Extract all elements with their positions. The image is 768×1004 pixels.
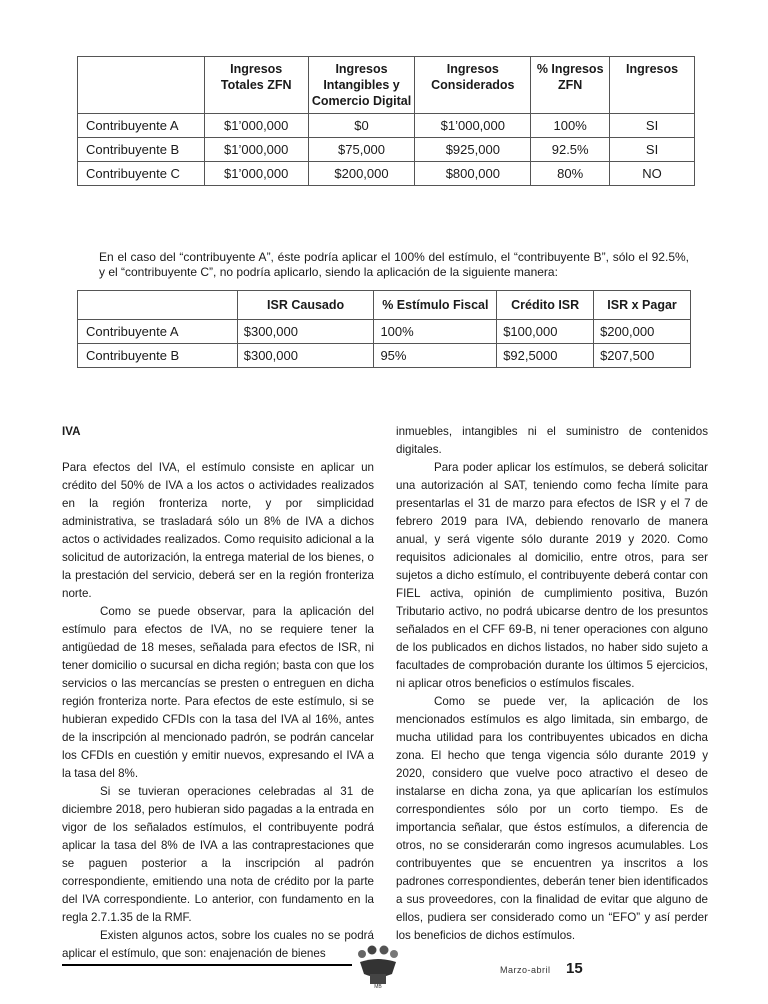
table-header-cell — [78, 291, 238, 320]
table-cell: SI — [610, 138, 695, 162]
table-cell: $1’000,000 — [204, 138, 308, 162]
body-paragraph: Existen algunos actos, sobre los cuales no se podrá aplicar el estímulo, que son: enajenación de bienes — [62, 929, 374, 960]
table-header-cell: ISR Causado — [237, 291, 374, 320]
table-header-cell: ISR x Pagar — [594, 291, 691, 320]
table-cell: $300,000 — [237, 344, 374, 368]
table-cell: SI — [610, 114, 695, 138]
table-header-cell — [78, 57, 205, 114]
table-header-row — [78, 57, 695, 114]
table-cell: Contribuyente B — [78, 344, 238, 368]
table-cell: $200,000 — [594, 320, 691, 344]
table-cell: $75,000 — [308, 138, 415, 162]
table-cell: NO — [610, 162, 695, 186]
table-header-cell: Ingresos — [610, 57, 695, 114]
table-cell: $200,000 — [308, 162, 415, 186]
page-number: 15 — [566, 960, 583, 977]
table-cell: 100% — [531, 114, 610, 138]
table-cell: $207,500 — [594, 344, 691, 368]
table-cell: Contribuyente A — [78, 320, 238, 344]
body-paragraph: Como se puede observar, para la aplicación del estímulo para efectos de IVA, no se requiere tener la antigüedad de 18 meses, señalada para efectos de ISR, ni tener domicilio o sucursal en dicha región; basta con que los servicios o las mercancías se presten o entreguen en dicha región fronteriza norte. Para efectos de este estímulo, si se hubieran expedido CFDIs con la tasa del IVA al 16%, antes de la inscripción al mencionado padrón, se podrán cancelar los CFDIs en cuestión y emitir nuevos, expresando el IVA a la tasa del 8%. — [62, 605, 374, 780]
table-cell: $1’000,000 — [204, 114, 308, 138]
left-column — [62, 423, 374, 963]
body-paragraph: Para efectos del IVA, el estímulo consiste en aplicar un crédito del 50% de IVA a los actos o actividades realizados en la región fronteriza norte, y por simplicidad administrativa, se trasladará sólo un 8% de IVA a dichos actos o actividades realizados. Como requisito adicional a la solicitud de autorización, la entrega material de los bienes, o la prestación del servicio, deberá ser en la región fronteriza norte. — [62, 461, 374, 600]
table-row — [78, 320, 691, 344]
body-paragraph: Para poder aplicar los estímulos, se deberá solicitar una autorización al SAT, teniendo como fecha límite para presentarlas el 31 de marzo para efectos de ISR y el 7 de febrero 2019 para IVA, debiendo renovarlo de manera anual, y será vigente sólo durante 2019 y 2020. Como requisitos adicionales al domicilio, entre otros, para ser sujetos a dicho estímulo, el contribuyente deberá contar con FIEL activa, opinión de cumplimiento positiva, Buzón Tributario activo, no podrá ubicarse dentro de los presuntos señalados en el CFF 69-B, ni tener operaciones con alguno de los publicados en dichos listados, no haber sido sujeto a facultades de comprobación durante los últimos 5 ejercicios, ni aplicar otros beneficios o estímulos fiscales. — [396, 461, 708, 690]
table-cell: Contribuyente A — [78, 114, 205, 138]
table-cell: $300,000 — [237, 320, 374, 344]
intro-paragraph: En el caso del “contribuyente A”, éste podría aplicar el 100% del estímulo, el “contribuyente B”, sólo el 92.5%, y el “contribuyente C”, no podría aplicarlo, siendo la aplicación de la siguiente manera: — [99, 250, 689, 279]
table-cell: $1’000,000 — [415, 114, 531, 138]
table-cell: 80% — [531, 162, 610, 186]
isr-table — [77, 290, 691, 368]
table-header-cell: Ingresos Totales ZFN — [204, 57, 308, 114]
table-header-cell: % Ingresos ZFN — [531, 57, 610, 114]
table-row — [78, 138, 695, 162]
right-column — [396, 423, 708, 945]
table-header-cell: % Estímulo Fiscal — [374, 291, 497, 320]
table-cell: 95% — [374, 344, 497, 368]
table-cell: $800,000 — [415, 162, 531, 186]
table-row — [78, 344, 691, 368]
table-cell: Contribuyente B — [78, 138, 205, 162]
section-heading: IVA — [62, 425, 81, 438]
table-header-cell: Crédito ISR — [497, 291, 594, 320]
table-cell: $925,000 — [415, 138, 531, 162]
table-cell: $0 — [308, 114, 415, 138]
footer-section-label: Marzo-abril — [500, 965, 551, 975]
body-paragraph: inmuebles, intangibles ni el suministro de contenidos digitales. — [396, 425, 708, 456]
table-cell: $92,5000 — [497, 344, 594, 368]
publisher-logo-icon — [356, 944, 400, 990]
table-cell: $1’000,000 — [204, 162, 308, 186]
table-header-row — [78, 291, 691, 320]
logo-text: MB — [374, 984, 382, 990]
table-cell: Contribuyente C — [78, 162, 205, 186]
table-row — [78, 114, 695, 138]
table-cell: 100% — [374, 320, 497, 344]
body-paragraph: Como se puede ver, la aplicación de los mencionados estímulos es algo limitada, sin embargo, de mucha utilidad para los contribuyentes ubicados en dicha zona. El hecho que tenga vigencia sólo durante 2019 y 2020, considero que vuelve poco atractivo el deseo de instalarse en dicha zona, ya que aplicarían los estímulos correspondientes sólo por un corto tiempo. Es de importancia señalar, que éstos estímulos, a diferencia de otros, no se considerarán como ingresos acumulables. Los contribuyentes que se encuentren ya inscritos a los padrones correspondientes, deberán tener bien identificados a sus proveedores, con la finalidad de evitar que alguno de ellos, pudiera ser considerado como un “EFO” y así perder los beneficios de dichos estímulos. — [396, 695, 708, 942]
table-header-cell: Ingresos Considerados — [415, 57, 531, 114]
table-cell: 92.5% — [531, 138, 610, 162]
table-cell: $100,000 — [497, 320, 594, 344]
table-row — [78, 162, 695, 186]
body-paragraph: Si se tuvieran operaciones celebradas al 31 de diciembre 2018, pero hubieran sido pagadas a la entrada en vigor de los señalados estímulos, el contribuyente podrá aplicar la tasa del 8% de IVA a las contraprestaciones que se paguen posterior a la inscripción al padrón correspondiente, emitiendo una nota de crédito por la parte del IVA correspondiente. Lo anterior, con fundamento en la regla 2.7.1.35 de la RMF. — [62, 785, 374, 924]
income-table — [77, 56, 695, 186]
footer-rule — [62, 964, 352, 966]
table-header-cell: Ingresos Intangibles y Comercio Digital — [308, 57, 415, 114]
